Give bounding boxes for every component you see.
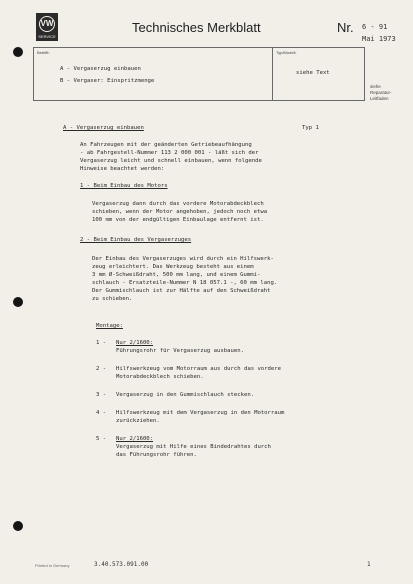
- page-title: Technisches Merkblatt: [132, 20, 261, 35]
- punch-hole: [13, 521, 23, 531]
- section-a-heading-text: A - Vergaserzug einbauen: [63, 125, 144, 131]
- point-2-line: Der Einbau des Vergaserzuges wird durch ein Hilfswerk-: [92, 256, 274, 262]
- point-1-heading: 1 - Beim Einbau des Motors: [80, 183, 168, 189]
- footer-print-note: Printed in Germany: [35, 563, 70, 568]
- intro-line: Hinweise beachtet werden:: [80, 166, 165, 172]
- side-note: [370, 84, 392, 102]
- nr-value: 6 - 91: [362, 23, 388, 31]
- step-line: Führungsrohr für Vergaserzug ausbauen.: [116, 348, 244, 354]
- step-label: Nur 2/1600:: [116, 436, 154, 442]
- side-note-line: Leitfaden: [370, 96, 389, 101]
- point-1-line: schieben, wenn der Motor angehoben, jedoch noch etwa: [92, 209, 268, 215]
- step-line: Vergaserzug mit Hilfe eines Bindedrahtes durch: [116, 444, 271, 450]
- betrifft-label: Betrifft:: [37, 50, 50, 55]
- intro-line: Vergaserzug leicht und schnell einbauen, wenn folgende: [80, 158, 262, 164]
- box-divider: [272, 48, 273, 100]
- intro-line: - ab Fahrgestell-Nummer 113 2 000 001 - läßt sich der: [80, 150, 259, 156]
- step-number: 2 -: [96, 366, 107, 372]
- point-1-line: 100 mm von der endgültigen Einbaulage entfernt ist.: [92, 217, 264, 223]
- punch-hole: [13, 297, 23, 307]
- step-number: 5 -: [96, 436, 107, 442]
- step-line: Motorabdeckblech schieben.: [116, 374, 204, 380]
- step-label: Nur 2/1600:: [116, 340, 154, 346]
- box-item: B - Vergaser: Einspritzmenge: [60, 78, 155, 84]
- step-line: Hilfswerkzeug vom Motorraum aus durch das vordere: [116, 366, 282, 372]
- vw-service-logo: [36, 13, 58, 41]
- section-a-typ: Typ 1: [302, 125, 319, 131]
- step-line: das Führungsrohr führen.: [116, 452, 197, 458]
- step-line: zurückziehen.: [116, 418, 160, 424]
- typ-label: Typ/Modell:: [276, 50, 297, 55]
- nr-label: Nr.: [337, 20, 354, 35]
- punch-hole: [13, 47, 23, 57]
- typ-value: siehe Text: [296, 70, 330, 76]
- point-2-line: schlauch - Ersatzteile-Nummer N 18 057.1 -, 60 mm lang.: [92, 280, 278, 286]
- box-item: A - Vergaserzug einbauen: [60, 66, 141, 72]
- logo-word: SERVICE: [38, 34, 56, 39]
- point-2-heading: 2 - Beim Einbau des Vergaserzuges: [80, 237, 192, 243]
- point-2-line: zeug erleichtert. Das Werkzeug besteht aus einem: [92, 264, 254, 270]
- page-number: 1: [367, 561, 371, 568]
- intro-line: An Fahrzeugen mit der geänderten Getriebeaufhängung: [80, 142, 252, 148]
- side-note-line: siehe: [370, 84, 381, 89]
- step-line: Vergaserzug in den Gummischlauch stecken.: [116, 392, 255, 398]
- point-2-line: 3 mm Ø-Schweißdraht, 500 mm lang, und einem Gummi-: [92, 272, 261, 278]
- section-a-heading: [63, 125, 144, 133]
- step-number: 3 -: [96, 392, 107, 398]
- point-2-line: zu schieben.: [92, 296, 133, 302]
- logo-circle: VW: [39, 16, 55, 32]
- step-number: 4 -: [96, 410, 107, 416]
- step-number: 1 -: [96, 340, 107, 346]
- point-1-line: Vergaserzug dann durch das vordere Motorabdeckblech: [92, 201, 264, 207]
- step-line: Hilfswerkzeug mit dem Vergaserzug in den Motorraum: [116, 410, 285, 416]
- betrifft-box: [33, 47, 365, 101]
- montage-heading: Montage:: [96, 323, 123, 329]
- side-note-line: Reparatur-: [370, 90, 392, 95]
- footer-document-number: 3.40.573.091.00: [94, 561, 149, 568]
- point-2-line: Der Gummischlauch ist zur Hälfte auf den Schweißdraht: [92, 288, 271, 294]
- date: Mai 1973: [362, 35, 396, 43]
